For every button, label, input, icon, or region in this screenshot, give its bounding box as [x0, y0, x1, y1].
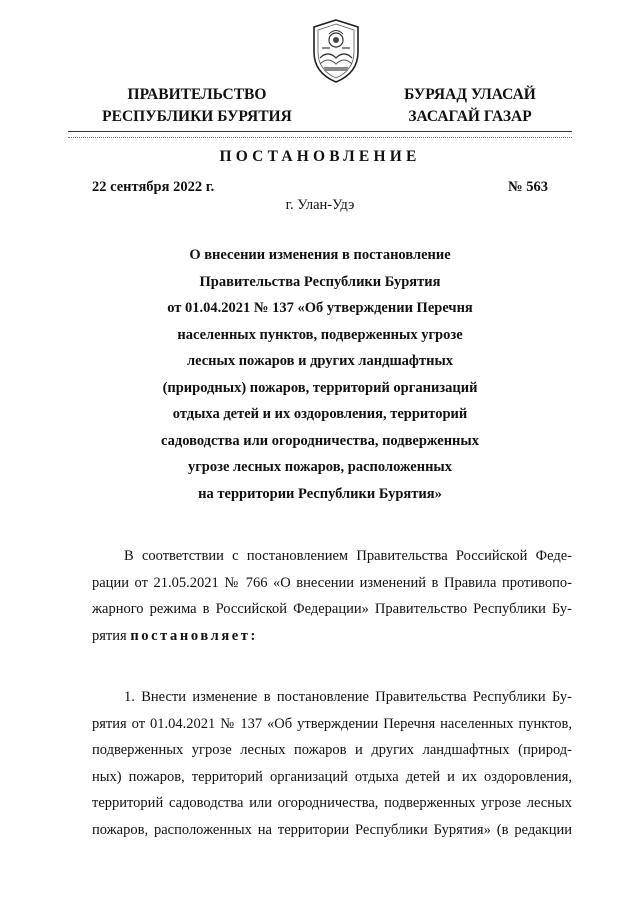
paragraph-line: ных) пожаров, территорий организаций отдыха детей и их оздоровления,: [92, 768, 572, 785]
header-left-line: РЕСПУБЛИКИ БУРЯТИЯ: [102, 108, 292, 125]
header-right-line: БУРЯАД УЛАСАЙ: [404, 86, 536, 103]
title-line: Правительства Республики Бурятия: [199, 273, 441, 290]
header-right-line: ЗАСАГАЙ ГАЗАР: [408, 108, 532, 125]
item-1-paragraph: [92, 684, 572, 843]
coat-of-arms-icon: [308, 18, 364, 84]
header-divider: [68, 131, 572, 132]
document-number: № 563: [508, 179, 548, 195]
paragraph-line: территорий садоводства или огородничества, подверженных угрозе лесных: [92, 795, 572, 811]
document-city: г. Улан-Удэ: [285, 197, 355, 213]
government-name-buryat: [394, 84, 546, 128]
paragraph-line: пожаров, расположенных на территории Республики Бурятия» (в редакции: [92, 821, 572, 838]
title-line: на территории Республики Бурятия»: [198, 485, 442, 502]
government-name-russian: [92, 84, 302, 128]
title-line: лесных пожаров и других ландшафтных: [186, 353, 454, 369]
title-line: садоводства или огородничества, подверженных: [161, 432, 479, 449]
document-date: 22 сентября 2022 г.: [92, 179, 215, 195]
header-divider-dotted: [68, 137, 572, 138]
paragraph-line: подверженных угрозе лесных пожаров и других ландшафтных (природ-: [92, 742, 572, 758]
paragraph-line: жарного режима в Российской Федерации» Правительство Республики Бу-: [92, 601, 572, 617]
header-left-line: ПРАВИТЕЛЬСТВО: [127, 86, 267, 103]
title-line: от 01.04.2021 № 137 «Об утверждении Перечня: [167, 300, 473, 316]
resolution-subject: рятия: [92, 627, 127, 644]
preamble-paragraph: [92, 543, 572, 649]
paragraph-line: рятия от 01.04.2021 № 137 «Об утверждении Перечня населенных пунктов,: [92, 715, 572, 732]
paragraph-line: рации от 21.05.2021 № 766 «О внесении изменений в Правила противопо-: [92, 574, 572, 591]
document-title: [120, 242, 520, 507]
title-line: населенных пунктов, подверженных угрозе: [177, 326, 463, 343]
title-line: угрозе лесных пожаров, расположенных: [187, 459, 453, 475]
paragraph-line: В соответствии с постановлением Правительства Российской Феде-: [124, 548, 572, 564]
title-line: отдыха детей и их оздоровления, территорий: [172, 406, 468, 422]
resolution-verb: постановляет:: [130, 627, 258, 644]
document-type: ПОСТАНОВЛЕНИЕ: [219, 148, 421, 165]
title-line: О внесении изменения в постановление: [189, 247, 451, 263]
title-line: (природных) пожаров, территорий организаций: [162, 379, 478, 396]
paragraph-line: [92, 623, 572, 650]
paragraph-line: 1. Внести изменение в постановление Правительства Республики Бу-: [124, 689, 572, 705]
